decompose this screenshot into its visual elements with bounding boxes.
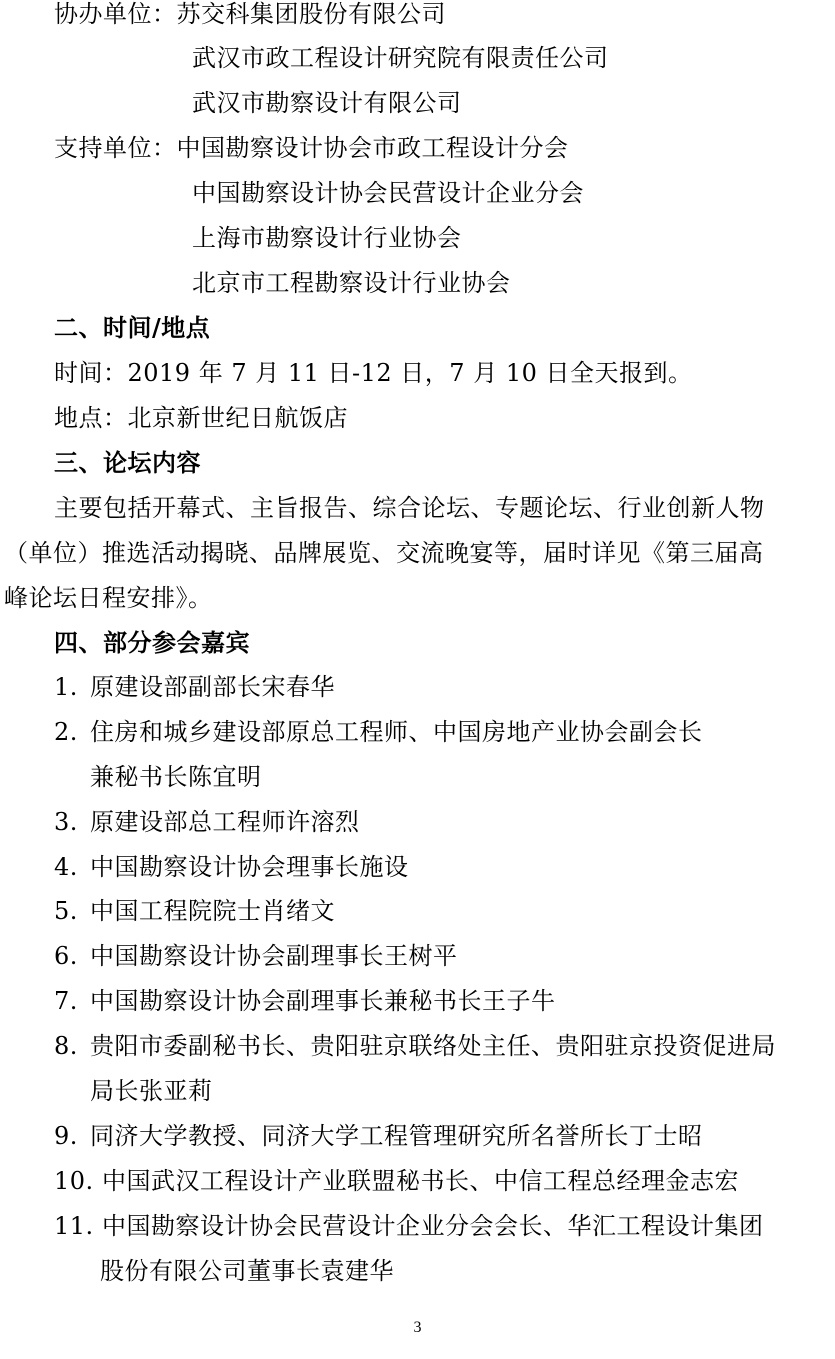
guest-text: 中国勘察设计协会民营设计企业分会会长、华汇工程设计集团 [102,1212,764,1240]
guest-text: 同济大学教授、同济大学工程管理研究所名誉所长丁士昭 [90,1122,703,1150]
guest-text: 中国勘察设计协会副理事长王树平 [90,942,458,970]
guest-text: 中国武汉工程设计产业联盟秘书长、中信工程总经理金志宏 [102,1167,739,1195]
supporter-row [54,132,569,164]
guest-number: 4. [54,853,78,881]
guest-number: 3. [54,808,78,836]
guest-text: 中国工程院院士肖绪文 [90,897,335,925]
supporter-name: 中国勘察设计协会民营设计企业分会 [192,179,584,207]
guest-item [54,1030,776,1062]
co-organizer-row [54,0,446,30]
forum-content-line: 主要包括开幕式、主旨报告、综合论坛、专题论坛、行业创新人物 [54,494,765,522]
guest-text: 中国勘察设计协会副理事长兼秘书长王子牛 [90,987,556,1015]
guest-text: 原建设部总工程师许溶烈 [90,808,360,836]
guest-item [54,1210,764,1242]
event-place: 地点：北京新世纪日航饭店 [54,404,348,432]
section-heading-guests: 四、部分参会嘉宾 [54,628,250,657]
guest-item [54,940,458,972]
guest-text: 贵阳市委副秘书长、贵阳驻京联络处主任、贵阳驻京投资促进局 [90,1032,776,1060]
guest-item [54,1165,739,1197]
guest-number: 8. [54,1032,78,1060]
guest-number: 7. [54,987,78,1015]
guest-item [54,985,556,1017]
guest-text-continued: 兼秘书长陈宜明 [90,763,262,791]
guest-number: 6. [54,942,78,970]
co-organizer-label: 协办单位： [54,0,177,28]
supporter-name: 上海市勘察设计行业协会 [192,224,462,252]
forum-content-line: （单位）推选活动揭晓、品牌展览、交流晚宴等，届时详见《第三届高 [4,539,764,567]
forum-content-line: 峰论坛日程安排》。 [4,584,213,612]
guest-text-continued: 股份有限公司董事长袁建华 [100,1257,394,1285]
guest-item [54,895,335,927]
co-organizer-name: 苏交科集团股份有限公司 [176,0,446,28]
guest-number: 5. [54,897,78,925]
guest-item [54,806,360,838]
co-organizer-name: 武汉市政工程设计研究院有限责任公司 [192,44,609,72]
supporter-label: 支持单位： [54,134,177,162]
guest-item [54,1120,703,1152]
page-number: 3 [413,1319,422,1336]
guest-number: 10. [54,1167,94,1195]
guest-number: 2. [54,718,78,746]
guest-text: 原建设部副部长宋春华 [90,673,335,701]
section-heading-forum-content: 三、论坛内容 [54,448,201,477]
guest-text: 住房和城乡建设部原总工程师、中国房地产业协会副会长 [90,718,703,746]
guest-number: 9. [54,1122,78,1150]
co-organizer-name: 武汉市勘察设计有限公司 [192,89,462,117]
supporter-name: 北京市工程勘察设计行业协会 [192,269,511,297]
guest-number: 11. [54,1212,94,1240]
section-heading-time-place: 二、时间/地点 [54,313,211,342]
event-time: 时间：2019 年 7 月 11 日-12 日，7 月 10 日全天报到。 [54,359,693,387]
supporter-name: 中国勘察设计协会市政工程设计分会 [176,134,569,162]
guest-text: 中国勘察设计协会理事长施设 [90,853,409,881]
guest-item [54,851,409,883]
guest-number: 1. [54,673,78,701]
guest-item [54,716,703,748]
guest-text-continued: 局长张亚莉 [90,1077,213,1105]
guest-item [54,671,335,703]
